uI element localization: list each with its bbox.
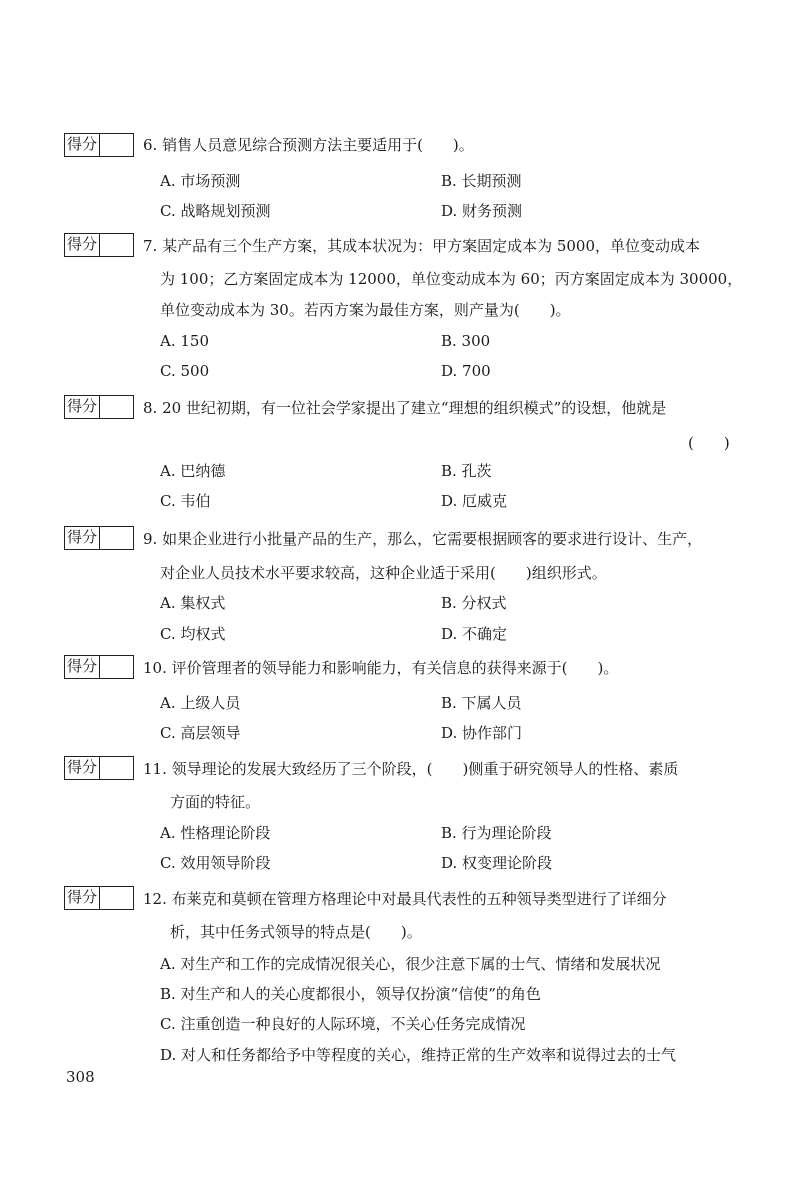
question-stem: 9. 如果企业进行小批量产品的生产，那么，它需要根据顾客的要求进行设计、生产， — [143, 530, 703, 548]
score-blank — [100, 134, 133, 156]
option-a: A. 上级人员 — [160, 694, 241, 712]
option-d: D. 厄威克 — [441, 492, 508, 510]
score-box — [64, 395, 134, 419]
option-b: B. 孔茨 — [441, 462, 492, 480]
option-d: D. 财务预测 — [441, 202, 523, 220]
option-c: C. 均权式 — [160, 625, 226, 643]
option-a: A. 性格理论阶段 — [160, 824, 271, 842]
option-a: A. 对生产和工作的完成情况很关心，很少注意下属的士气、情绪和发展状况 — [160, 955, 661, 973]
answer-parentheses: ( ) — [688, 434, 730, 452]
score-blank — [100, 234, 133, 256]
score-box — [64, 655, 134, 679]
score-box — [64, 756, 134, 780]
option-a: A. 150 — [160, 332, 209, 350]
option-a: A. 市场预测 — [160, 172, 241, 190]
option-c: C. 效用领导阶段 — [160, 854, 271, 872]
question-stem: 7. 某产品有三个生产方案，其成本状况为：甲方案固定成本为 5000，单位变动成本 — [143, 237, 701, 255]
option-b: B. 行为理论阶段 — [441, 824, 552, 842]
score-blank — [100, 656, 133, 678]
score-box — [64, 133, 134, 157]
option-c: C. 500 — [160, 362, 210, 380]
question-stem: 10. 评价管理者的领导能力和影响能力，有关信息的获得来源于( )。 — [143, 659, 619, 677]
page-number: 308 — [66, 1068, 95, 1086]
option-d: D. 不确定 — [441, 625, 508, 643]
question-stem: 6. 销售人员意见综合预测方法主要适用于( )。 — [143, 136, 474, 154]
option-c: C. 注重创造一种良好的人际环境，不关心任务完成情况 — [160, 1015, 526, 1033]
option-c: C. 战略规划预测 — [160, 202, 271, 220]
score-label: 得分 — [65, 234, 100, 256]
question-stem: 12. 布莱克和莫顿在管理方格理论中对最具代表性的五种领导类型进行了详细分 — [143, 890, 667, 908]
question-stem: 11. 领导理论的发展大致经历了三个阶段，( )侧重于研究领导人的性格、素质 — [143, 760, 679, 778]
option-b: B. 对生产和人的关心度都很小，领导仅扮演“信使”的角色 — [160, 985, 541, 1003]
question-stem: 8. 20 世纪初期，有一位社会学家提出了建立“理想的组织模式”的设想，他就是 — [143, 399, 667, 417]
score-label: 得分 — [65, 396, 100, 418]
score-blank — [100, 396, 133, 418]
score-blank — [100, 757, 133, 779]
score-label: 得分 — [65, 134, 100, 156]
option-b: B. 长期预测 — [441, 172, 522, 190]
score-box — [64, 886, 134, 910]
option-d: D. 对人和任务都给予中等程度的关心，维持正常的生产效率和说得过去的士气 — [160, 1046, 677, 1064]
score-blank — [100, 887, 133, 909]
score-blank — [100, 527, 133, 549]
score-box — [64, 526, 134, 550]
score-label: 得分 — [65, 757, 100, 779]
question-stem-line: 为 100；乙方案固定成本为 12000，单位变动成本为 60；丙方案固定成本为 30000， — [160, 270, 743, 288]
option-b: B. 分权式 — [441, 594, 507, 612]
option-d: D. 700 — [441, 362, 491, 380]
option-d: D. 权变理论阶段 — [441, 854, 553, 872]
option-c: C. 韦伯 — [160, 492, 211, 510]
option-b: B. 下属人员 — [441, 694, 522, 712]
score-label: 得分 — [65, 656, 100, 678]
option-a: A. 巴纳德 — [160, 462, 226, 480]
question-stem-line: 方面的特征。 — [170, 793, 261, 811]
score-box — [64, 233, 134, 257]
option-b: B. 300 — [441, 332, 491, 350]
score-label: 得分 — [65, 527, 100, 549]
option-a: A. 集权式 — [160, 594, 226, 612]
question-stem-line: 单位变动成本为 30。若丙方案为最佳方案，则产量为( )。 — [160, 301, 571, 319]
option-d: D. 协作部门 — [441, 724, 523, 742]
option-c: C. 高层领导 — [160, 724, 241, 742]
question-stem-line: 析，其中任务式领导的特点是( )。 — [170, 923, 422, 941]
score-label: 得分 — [65, 887, 100, 909]
question-stem-line: 对企业人员技术水平要求较高，这种企业适于采用( )组织形式。 — [160, 564, 607, 582]
